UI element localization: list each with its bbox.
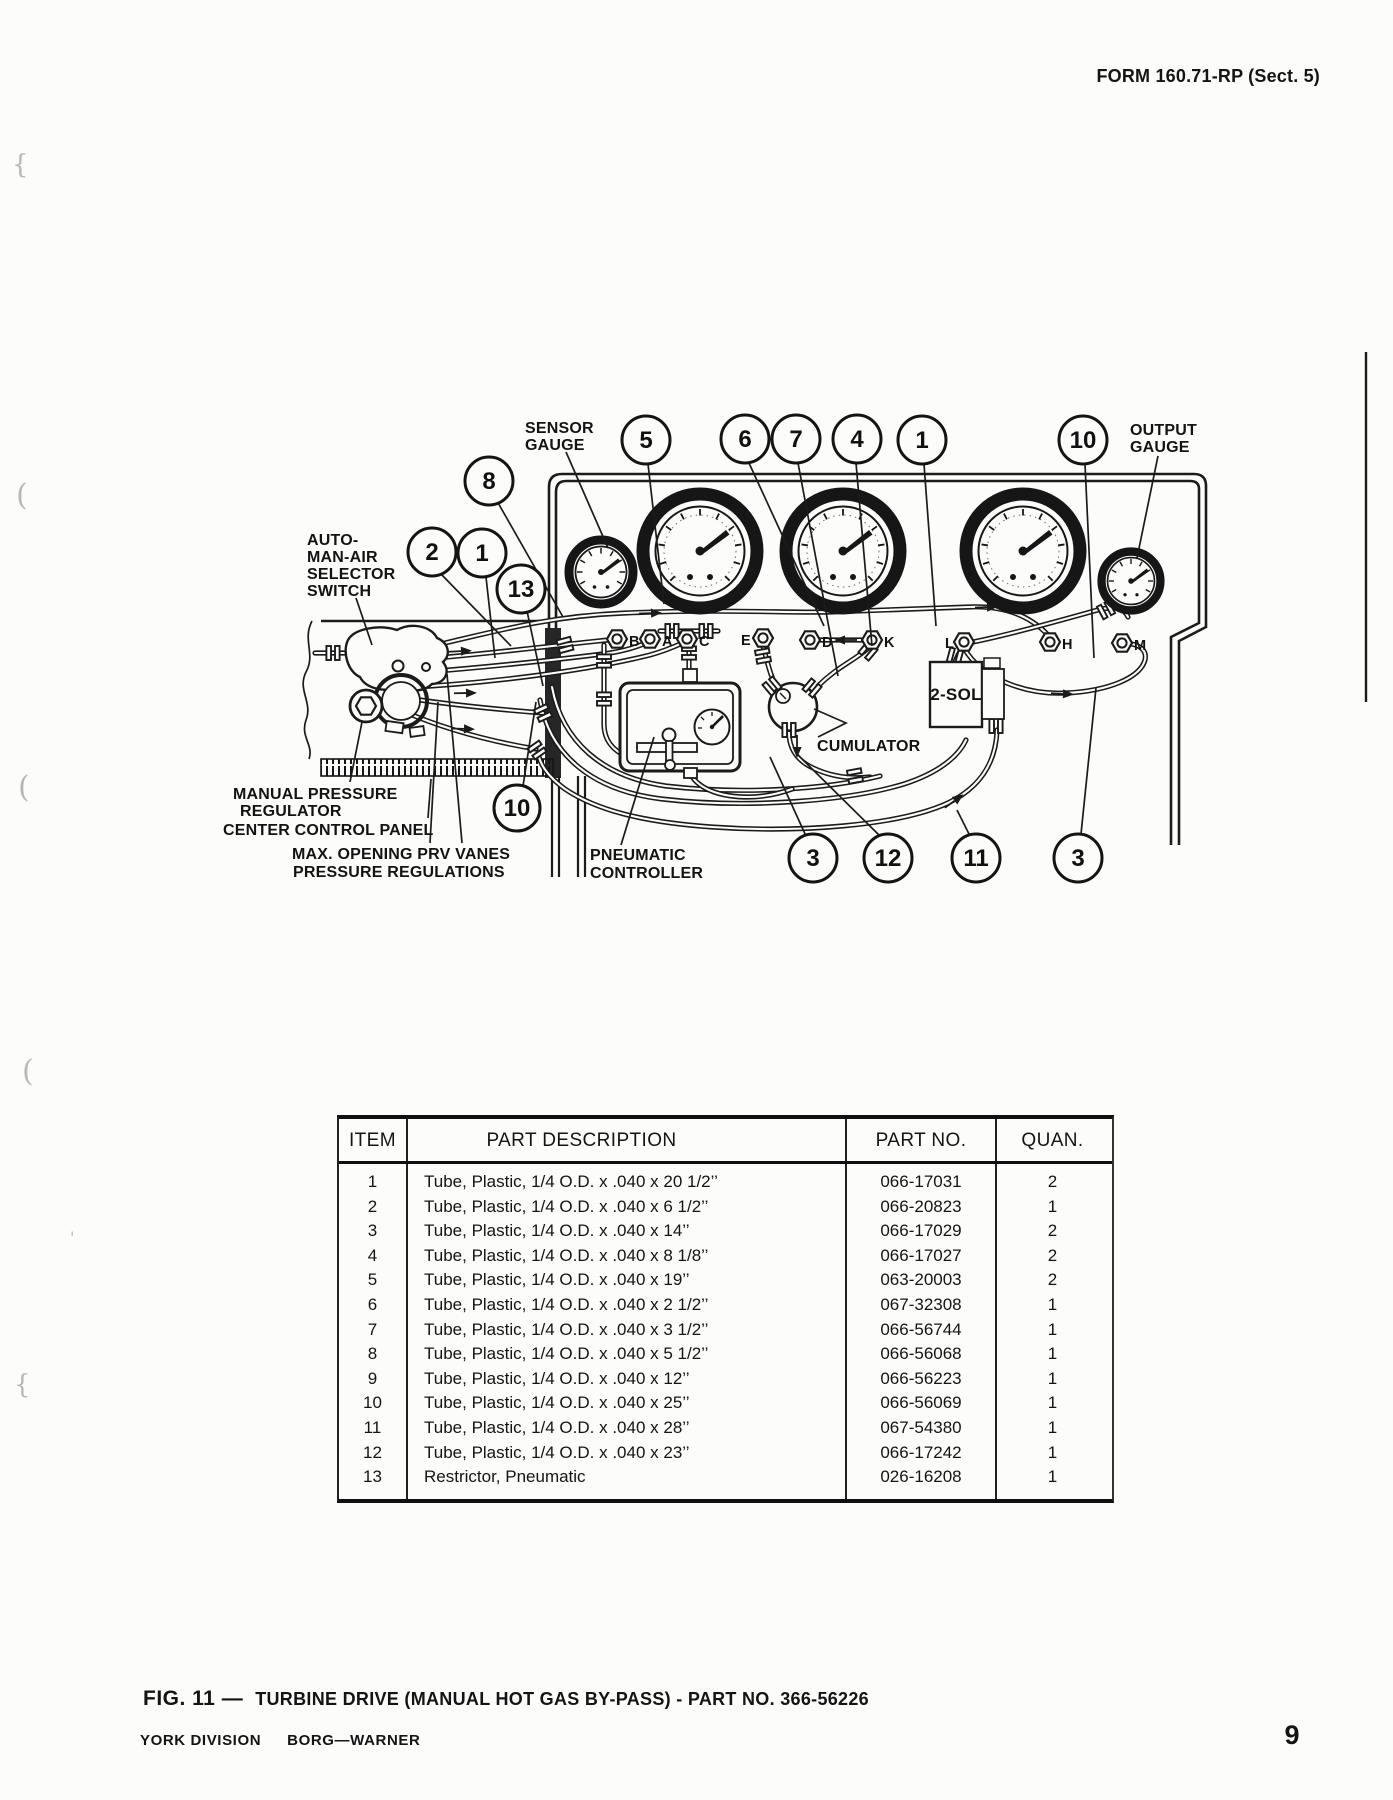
port-letter: B bbox=[629, 634, 640, 650]
division-name: YORK DIVISION bbox=[140, 1732, 262, 1749]
panel-gauge bbox=[786, 494, 900, 608]
table-row: 1 Tube, Plastic, 1/4 O.D. x .040 x 20 1/2’’ 066-17031 2 bbox=[339, 1170, 1112, 1195]
scan-artifact: { bbox=[14, 1370, 31, 1400]
solenoid-valve bbox=[930, 658, 1004, 727]
svg-text:10: 10 bbox=[1069, 427, 1097, 454]
figure-caption bbox=[143, 1687, 869, 1711]
cumulator-label: CUMULATOR bbox=[817, 738, 921, 755]
callout bbox=[622, 416, 670, 464]
table-row: 13 Restrictor, Pneumatic 026-16208 1 bbox=[339, 1465, 1112, 1490]
svg-text:2: 2 bbox=[425, 539, 439, 566]
page-footer bbox=[140, 1732, 420, 1749]
port-letter: L bbox=[945, 636, 954, 652]
manual-regulator-label: REGULATOR bbox=[240, 803, 342, 820]
pneumatic-controller-label: CONTROLLER bbox=[590, 865, 704, 882]
figure-number: FIG. 11 — bbox=[143, 1687, 244, 1710]
selector-switch-label: AUTO- bbox=[307, 532, 359, 549]
svg-text:13: 13 bbox=[507, 576, 535, 603]
pneumatic-controller bbox=[620, 669, 740, 778]
selector-switch-label: SWITCH bbox=[307, 583, 372, 600]
svg-text:7: 7 bbox=[789, 426, 803, 453]
form-reference: FORM 160.71-RP (Sect. 5) bbox=[1096, 66, 1320, 86]
svg-text:3: 3 bbox=[1071, 845, 1085, 872]
svg-text:12: 12 bbox=[874, 845, 902, 872]
scan-artifact: ( bbox=[22, 1054, 34, 1089]
svg-text:1: 1 bbox=[475, 540, 489, 567]
svg-text:3: 3 bbox=[806, 845, 820, 872]
company-name: BORG—WARNER bbox=[287, 1732, 421, 1749]
callout bbox=[1059, 416, 1107, 464]
table-header-row bbox=[339, 1119, 1112, 1164]
table-row: 5 Tube, Plastic, 1/4 O.D. x .040 x 19’’ 063-20003 2 bbox=[339, 1268, 1112, 1293]
table-row: 7 Tube, Plastic, 1/4 O.D. x .040 x 3 1/2’’ 066-56744 1 bbox=[339, 1318, 1112, 1343]
panel-gauge bbox=[643, 494, 757, 608]
manual-regulator-label: MANUAL PRESSURE bbox=[233, 786, 398, 803]
svg-text:11: 11 bbox=[963, 845, 989, 872]
panel-gauge bbox=[966, 494, 1080, 608]
port-letter: C bbox=[699, 634, 710, 650]
scan-artifact: ( bbox=[18, 770, 30, 805]
scan-artifact: ( bbox=[16, 478, 28, 513]
port-letter: H bbox=[1062, 637, 1073, 653]
column-header: PART DESCRIPTION bbox=[406, 1119, 845, 1161]
max-opening-label: MAX. OPENING PRV VANES bbox=[292, 846, 511, 863]
callout bbox=[898, 416, 946, 464]
column-header: QUAN. bbox=[995, 1119, 1108, 1161]
table-row: 2 Tube, Plastic, 1/4 O.D. x .040 x 6 1/2’’ 066-20823 1 bbox=[339, 1195, 1112, 1220]
callout bbox=[494, 785, 540, 831]
table-row: 6 Tube, Plastic, 1/4 O.D. x .040 x 2 1/2’’ 067-32308 1 bbox=[339, 1293, 1112, 1318]
column-header: ITEM bbox=[349, 1130, 396, 1151]
sensor-gauge bbox=[569, 540, 633, 604]
svg-text:10: 10 bbox=[503, 795, 531, 822]
cumulator-device bbox=[762, 676, 821, 737]
solenoid-label: 2-SOL bbox=[930, 685, 982, 704]
callout bbox=[833, 415, 881, 463]
pneumatic-controller-label: PNEUMATIC bbox=[590, 847, 686, 864]
svg-text:4: 4 bbox=[850, 426, 864, 453]
callout bbox=[465, 457, 513, 505]
svg-text:6: 6 bbox=[738, 426, 752, 453]
scan-artifact: { bbox=[12, 150, 29, 180]
callout bbox=[408, 528, 456, 576]
table-row: 12 Tube, Plastic, 1/4 O.D. x .040 x 23’’ 066-17242 1 bbox=[339, 1441, 1112, 1466]
selector-switch-label: MAN-AIR bbox=[307, 549, 378, 566]
selector-switch-label: SELECTOR bbox=[307, 566, 396, 583]
port-letter: M bbox=[1134, 638, 1147, 654]
max-opening-label: PRESSURE REGULATIONS bbox=[293, 864, 505, 881]
port-letter: A bbox=[662, 634, 673, 650]
callout bbox=[789, 834, 837, 882]
output-gauge bbox=[1102, 552, 1161, 611]
port-letter: E bbox=[741, 633, 751, 649]
parts-table bbox=[337, 1115, 1114, 1503]
callout bbox=[952, 834, 1000, 882]
port-letter: D bbox=[822, 635, 833, 651]
center-panel-label: CENTER CONTROL PANEL bbox=[223, 822, 434, 839]
sensor-gauge-label: GAUGE bbox=[525, 437, 585, 454]
callout bbox=[1054, 834, 1102, 882]
table-row: 11 Tube, Plastic, 1/4 O.D. x .040 x 28’’ 067-54380 1 bbox=[339, 1416, 1112, 1441]
callout bbox=[864, 834, 912, 882]
page-number: 9 bbox=[1284, 1720, 1300, 1750]
callout bbox=[497, 565, 545, 613]
port-letter: K bbox=[884, 635, 895, 651]
column-header: PART NO. bbox=[845, 1119, 995, 1161]
svg-text:1: 1 bbox=[915, 427, 929, 454]
svg-text:8: 8 bbox=[482, 468, 496, 495]
output-gauge-label: GAUGE bbox=[1130, 439, 1190, 456]
output-gauge-label: OUTPUT bbox=[1130, 422, 1197, 439]
callout bbox=[721, 415, 769, 463]
table-row: 8 Tube, Plastic, 1/4 O.D. x .040 x 5 1/2’’ 066-56068 1 bbox=[339, 1342, 1112, 1367]
sensor-gauge-label: SENSOR bbox=[525, 420, 594, 437]
callout bbox=[772, 415, 820, 463]
table-row: 4 Tube, Plastic, 1/4 O.D. x .040 x 8 1/8’’ 066-17027 2 bbox=[339, 1244, 1112, 1269]
table-row: 10 Tube, Plastic, 1/4 O.D. x .040 x 25’’ 066-56069 1 bbox=[339, 1391, 1112, 1416]
callout bbox=[458, 529, 506, 577]
table-row: 9 Tube, Plastic, 1/4 O.D. x .040 x 12’’ 066-56223 1 bbox=[339, 1367, 1112, 1392]
table-row: 3 Tube, Plastic, 1/4 O.D. x .040 x 14’’ 066-17029 2 bbox=[339, 1219, 1112, 1244]
svg-text:5: 5 bbox=[639, 427, 653, 454]
figure-title: TURBINE DRIVE (MANUAL HOT GAS BY-PASS) - PART NO. 366-56226 bbox=[255, 1689, 869, 1709]
scan-artifact: ' bbox=[70, 1228, 75, 1247]
